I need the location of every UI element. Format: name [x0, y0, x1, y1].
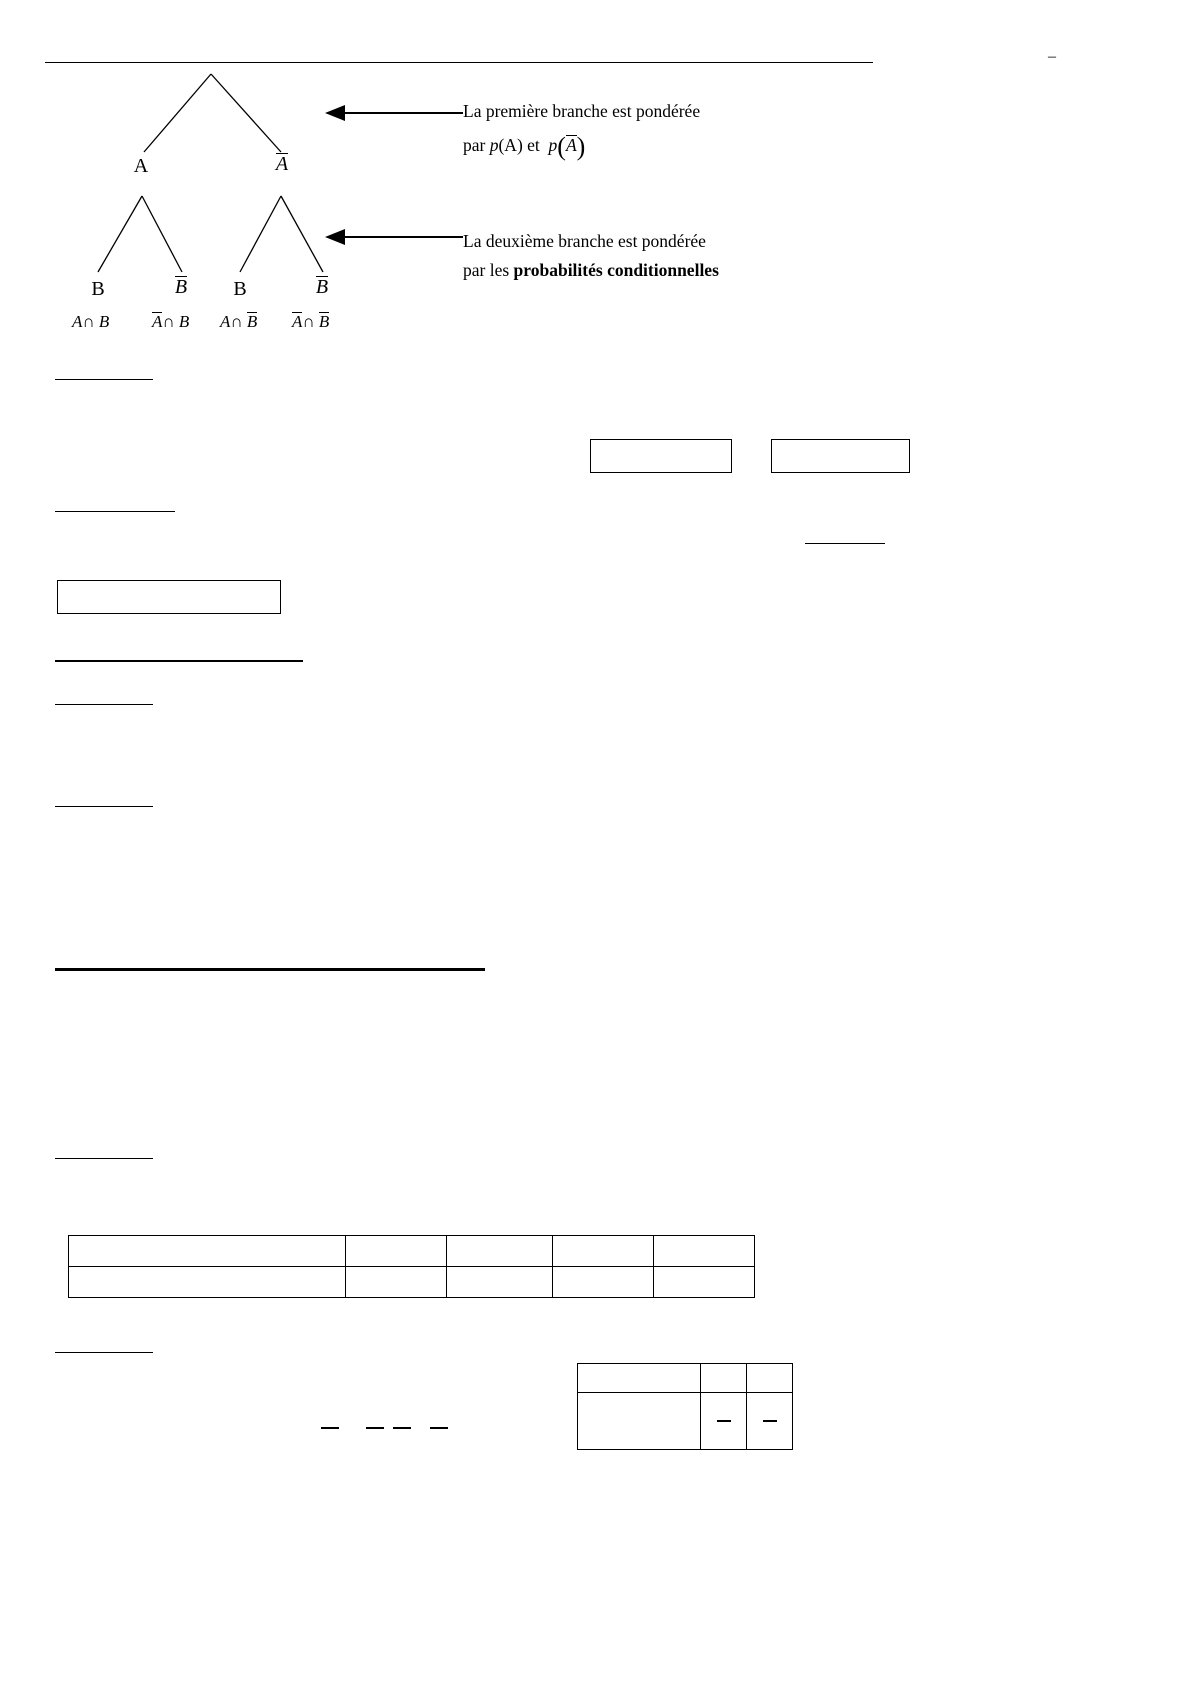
rule-9 — [55, 1352, 153, 1353]
table-cell — [701, 1364, 747, 1393]
fraction-table — [577, 1363, 793, 1450]
table-row — [69, 1236, 755, 1267]
fraction-bar-icon — [393, 1427, 411, 1429]
tree-leaf-label-1 — [72, 312, 109, 332]
annotation-second-branch-line1: La deuxième branche est pondérée — [463, 231, 706, 251]
leaf-2-op: ∩ — [162, 312, 175, 331]
tree-leaf-label-2 — [152, 312, 189, 332]
leaf-1-left: A — [72, 312, 83, 331]
table-cell — [447, 1267, 553, 1298]
leaf-4-right: B — [318, 312, 330, 331]
leaf-3-left: A — [220, 312, 231, 331]
rule-5 — [55, 704, 153, 705]
table-cell — [346, 1236, 447, 1267]
fraction-bar-icon — [763, 1420, 777, 1422]
leaf-4-left: A — [292, 312, 303, 331]
tree-node-B-complement-1 — [166, 276, 196, 299]
ann1-paren-close: ) — [576, 132, 586, 162]
leaf-1-op: ∩ — [82, 312, 95, 331]
fraction-bar-icon — [717, 1420, 731, 1422]
fraction-bar-icon — [430, 1427, 448, 1429]
ann2-prefix: par les — [463, 260, 514, 281]
tree-node-B-1 — [83, 278, 113, 301]
ann1-p2: p — [548, 135, 558, 156]
tree-node-B-2-label: B — [233, 278, 247, 300]
ann1-paren-open: ( — [557, 132, 566, 162]
values-table — [68, 1235, 755, 1298]
framed-box-top-left — [590, 439, 732, 473]
table-cell-fraction — [747, 1393, 793, 1450]
table-cell-fraction — [701, 1393, 747, 1450]
table-row — [578, 1393, 793, 1450]
table-cell — [553, 1236, 654, 1267]
leaf-2-right: B — [178, 312, 190, 331]
tree-node-A — [126, 155, 156, 178]
table-row — [578, 1364, 793, 1393]
rule-8 — [55, 1158, 153, 1159]
annotation-second-branch — [463, 228, 719, 284]
table-cell — [69, 1267, 346, 1298]
tree-node-A-label: A — [133, 155, 149, 177]
tree-branches-svg — [0, 0, 430, 350]
tree-node-A-complement-label: A — [275, 153, 289, 175]
table-cell — [447, 1236, 553, 1267]
leaf-1-right: B — [98, 312, 110, 331]
table-cell — [654, 1267, 755, 1298]
ann2-bold: probabilités conditionnelles — [513, 260, 719, 281]
fraction-bar-icon — [321, 1427, 339, 1429]
leaf-2-left: A — [152, 312, 163, 331]
tree-node-B-1-label: B — [91, 278, 105, 300]
ann1-p1: p — [489, 135, 499, 156]
tree-node-B-complement-1-label: B — [174, 276, 188, 298]
annotation-first-branch-line2 — [463, 127, 700, 167]
leaf-3-right: B — [246, 312, 258, 331]
header-corner-mark: – — [1048, 48, 1056, 65]
framed-box-top-right — [771, 439, 910, 473]
annotation-second-branch-line2 — [463, 257, 719, 284]
tree-node-B-2 — [225, 278, 255, 301]
arrow-first-branch-icon — [325, 98, 465, 128]
table-cell — [578, 1393, 701, 1450]
rule-6 — [55, 806, 153, 807]
ann1-mid: (A) et — [498, 135, 545, 156]
framed-box-middle — [57, 580, 281, 614]
leaf-4-op: ∩ — [302, 312, 315, 331]
table-cell — [346, 1267, 447, 1298]
table-cell — [69, 1236, 346, 1267]
ann1-arg: A — [565, 135, 577, 156]
table-cell — [578, 1364, 701, 1393]
arrow-second-branch-icon — [325, 222, 465, 252]
table-row — [69, 1267, 755, 1298]
tree-node-B-complement-2 — [307, 276, 337, 299]
rule-7 — [55, 968, 485, 971]
rule-3 — [805, 543, 885, 544]
annotation-first-branch-line1: La première branche est pondérée — [463, 101, 701, 121]
leaf-3-op: ∩ — [230, 312, 243, 331]
table-cell — [553, 1267, 654, 1298]
tree-leaf-label-4 — [292, 312, 329, 332]
annotation-first-branch — [463, 98, 700, 167]
table-cell — [747, 1364, 793, 1393]
tree-node-A-complement — [265, 153, 299, 176]
fraction-bar-icon — [366, 1427, 384, 1429]
rule-4 — [55, 660, 303, 662]
tree-node-B-complement-2-label: B — [315, 276, 329, 298]
rule-2 — [55, 511, 175, 512]
tree-leaf-label-3 — [220, 312, 257, 332]
rule-1 — [55, 379, 153, 380]
ann1-prefix: par — [463, 135, 490, 156]
probability-tree — [0, 0, 430, 350]
table-cell — [654, 1236, 755, 1267]
